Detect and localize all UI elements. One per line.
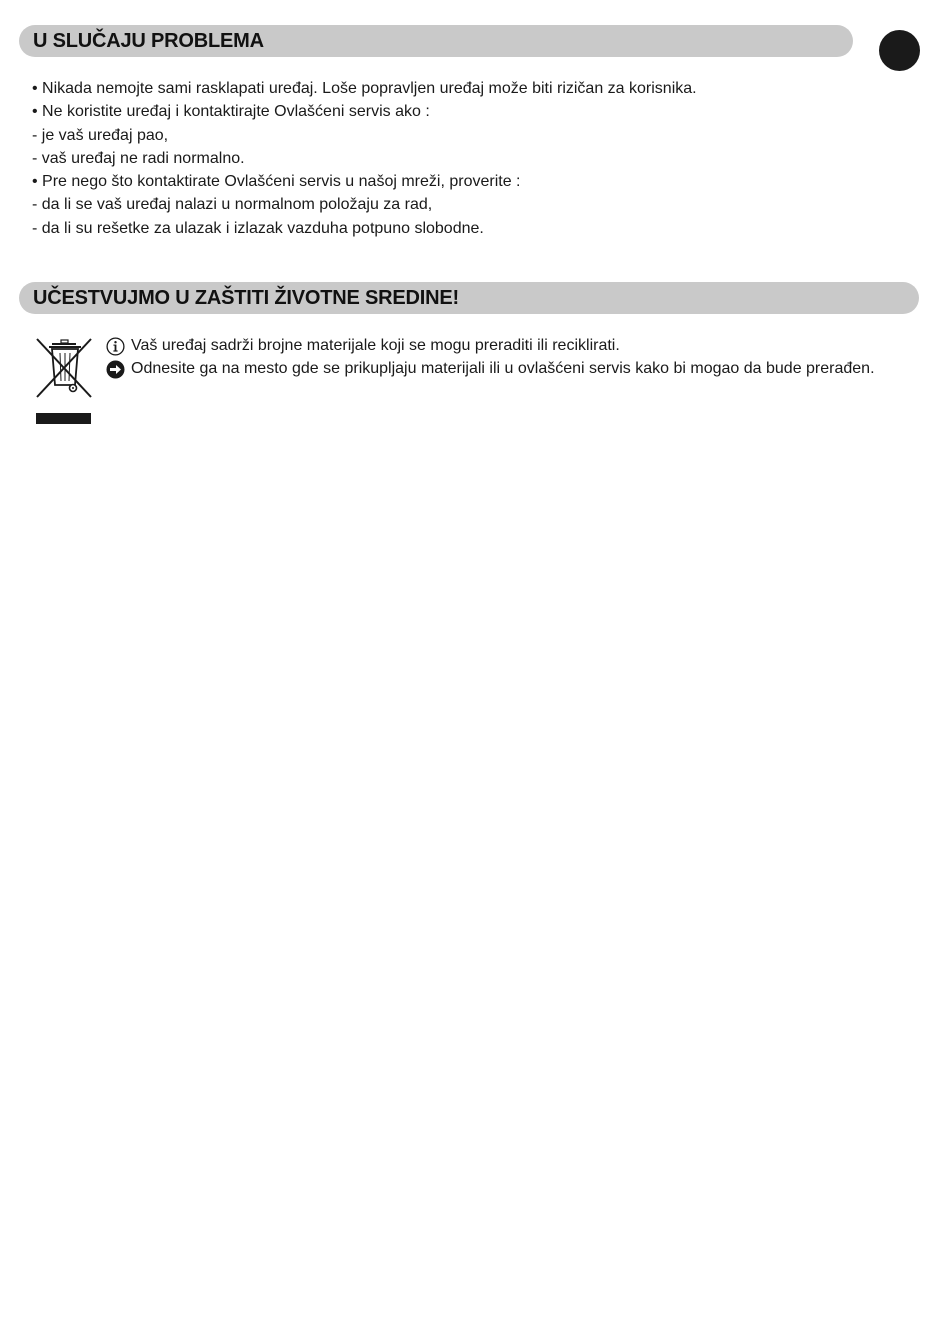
- environment-item-text: Odnesite ga na mesto gde se prikupljaju materijali ili u ovlašćeni servis kako bi mogao da bude prerađen.: [131, 360, 875, 378]
- section-header-problem: [19, 25, 853, 57]
- problem-line: - da li su rešetke za ulazak i izlazak vazduha potpuno slobodne.: [32, 219, 484, 237]
- environment-item-text: Vaš uređaj sadrži brojne materijale koji se mogu preraditi ili reciklirati.: [131, 337, 620, 354]
- problem-line: • Nikada nemojte sami rasklapati uređaj. Loše popravljen uređaj može biti rizičan za korisnika.: [32, 80, 697, 97]
- problem-line: - je vaš uređaj pao,: [32, 126, 169, 144]
- problem-text-block: [32, 77, 697, 240]
- section-header-environment: [19, 282, 919, 314]
- problem-line: - vaš uređaj ne radi normalno.: [32, 149, 245, 167]
- info-icon: [106, 334, 128, 357]
- environment-item: [106, 334, 896, 357]
- crossed-out-wheelie-bin-icon: [35, 337, 93, 425]
- problem-line: - da li se vaš uređaj nalazi u normalnom položaju za rad,: [32, 196, 433, 214]
- problem-line: • Ne koristite uređaj i kontaktirajte Ovlašćeni servis ako :: [32, 103, 430, 121]
- environment-item: [106, 357, 896, 380]
- page-marker-dot: [879, 30, 920, 71]
- section-title-environment: UČESTVUJMO U ZAŠTITI ŽIVOTNE SREDINE!: [33, 286, 459, 309]
- section-title-problem: U SLUČAJU PROBLEMA: [33, 29, 264, 52]
- environment-list: [106, 334, 896, 381]
- problem-line: • Pre nego što kontaktirate Ovlašćeni servis u našoj mreži, proverite :: [32, 173, 521, 191]
- arrow-right-circle-icon: [106, 357, 128, 380]
